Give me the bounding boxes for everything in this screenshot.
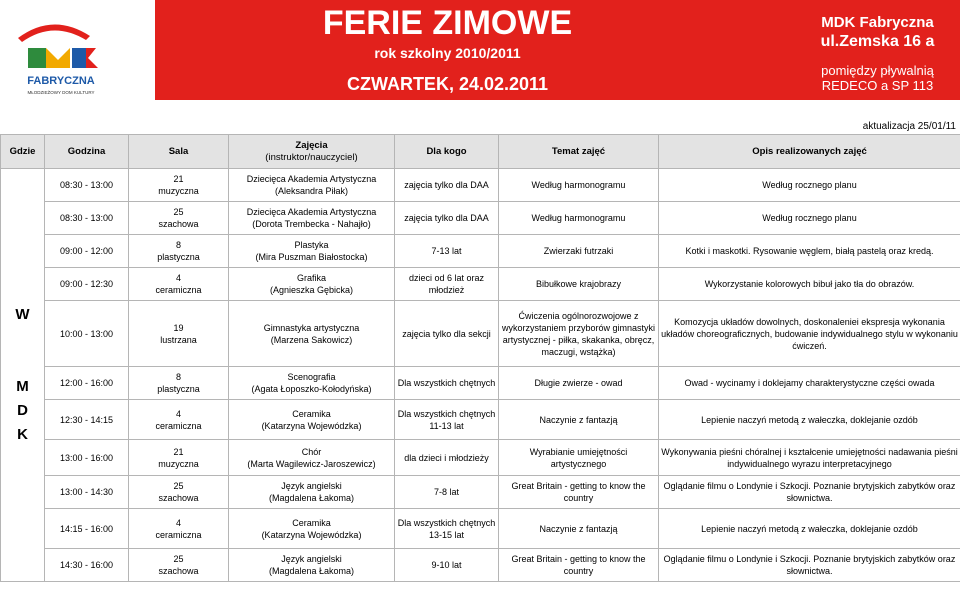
class-cell: Dziecięca Akademia Artystyczna (Dorota Trembecka - Nahajło)	[229, 202, 395, 235]
update-date: aktualizacja 25/01/11	[862, 121, 956, 132]
for-whom-cell: 7-8 lat	[395, 476, 499, 509]
col-class	[229, 135, 395, 169]
col-desc: Opis realizowanych zajęć	[659, 135, 960, 169]
class-cell: Grafika (Agnieszka Gębicka)	[229, 268, 395, 301]
for-whom-cell: Dla wszystkich chętnych 11-13 lat	[395, 400, 499, 440]
room-cell: 8 plastyczna	[129, 367, 229, 400]
room-cell: 25 szachowa	[129, 202, 229, 235]
desc-cell: Wykonywania pieśni chóralnej i kształcenie umiejętności nadawania pieśni indywidualnego wyrazu interpretacyjnego	[659, 440, 960, 476]
hour-cell: 13:00 - 14:30	[45, 476, 129, 509]
for-whom-cell: zajęcia tylko dla sekcji	[395, 301, 499, 367]
class-cell: Dziecięca Akademia Artystyczna (Aleksandra Piłak)	[229, 169, 395, 202]
topic-cell: Według harmonogramu	[499, 169, 659, 202]
desc-cell: Według rocznego planu	[659, 202, 960, 235]
col-for-whom: Dla kogo	[395, 135, 499, 169]
col-class-sub: (instruktor/nauczyciel)	[265, 151, 358, 163]
col-hour: Godzina	[45, 135, 129, 169]
class-cell: Chór (Marta Wagilewicz-Jaroszewicz)	[229, 440, 395, 476]
topic-cell: Zwierzaki futrzaki	[499, 235, 659, 268]
hour-cell: 12:00 - 16:00	[45, 367, 129, 400]
desc-cell: Owad - wycinamy i doklejamy charakterystyczne części owada	[659, 367, 960, 400]
room-cell: 4 ceramiczna	[129, 400, 229, 440]
room-cell: 25 szachowa	[129, 549, 229, 582]
room-cell: 19 lustrzana	[129, 301, 229, 367]
class-cell: Ceramika (Katarzyna Wojewódzka)	[229, 400, 395, 440]
mdk-logo	[8, 8, 123, 103]
for-whom-cell: dzieci od 6 lat oraz młodzież	[395, 268, 499, 301]
table-row	[1, 476, 960, 509]
table-row	[1, 549, 960, 582]
class-cell: Plastyka (Mira Puszman Białostocka)	[229, 235, 395, 268]
where-letter: K	[17, 426, 28, 443]
topic-cell: Bibułkowe krajobrazy	[499, 268, 659, 301]
table-row	[1, 400, 960, 440]
topic-cell: Naczynie z fantazją	[499, 509, 659, 549]
hour-cell: 10:00 - 13:00	[45, 301, 129, 367]
desc-cell: Lepienie naczyń metodą z wałeczka, doklejanie ozdób	[659, 509, 960, 549]
topic-cell: Great Britain - getting to know the country	[499, 549, 659, 582]
table-row	[1, 169, 960, 202]
col-class-label: Zajęcia	[295, 139, 328, 151]
desc-cell: Oglądanie filmu o Londynie i Szkocji. Poznanie brytyjskich zabytków oraz słownictwa.	[659, 476, 960, 509]
schedule-date: CZWARTEK, 24.02.2011	[346, 74, 549, 94]
hour-cell: 08:30 - 13:00	[45, 169, 129, 202]
col-where: Gdzie	[1, 135, 45, 169]
topic-cell: Great Britain - getting to know the country	[499, 476, 659, 509]
header-banner	[0, 0, 960, 112]
topic-cell: Naczynie z fantazją	[499, 400, 659, 440]
table-row	[1, 440, 960, 476]
logo-text: FABRYCZNA	[27, 75, 95, 87]
room-cell: 4 ceramiczna	[129, 268, 229, 301]
page-title: FERIE ZIMOWE	[322, 4, 573, 42]
where-cell	[1, 169, 45, 582]
for-whom-cell: zajęcia tylko dla DAA	[395, 202, 499, 235]
where-letter: D	[17, 402, 28, 419]
hour-cell: 08:30 - 13:00	[45, 202, 129, 235]
hour-cell: 09:00 - 12:30	[45, 268, 129, 301]
room-cell: 21 muzyczna	[129, 169, 229, 202]
desc-cell: Lepienie naczyń metodą z wałeczka, doklejanie ozdób	[659, 400, 960, 440]
hour-cell: 12:30 - 14:15	[45, 400, 129, 440]
hour-cell: 09:00 - 12:00	[45, 235, 129, 268]
desc-cell: Komozycja układów dowolnych, doskonaleniei ekspresja wykonania układów choreograficznych, budowanie indywidualnego stylu w wykonaniu ćwiczeń.	[659, 301, 960, 367]
topic-cell: Wyrabianie umiejętności artystycznego	[499, 440, 659, 476]
for-whom-cell: dla dzieci i młodzieży	[395, 440, 499, 476]
class-cell: Gimnastyka artystyczna (Marzena Sakowicz)	[229, 301, 395, 367]
where-letter: W	[15, 306, 30, 323]
venue-address: ul.Zemska 16 a	[820, 33, 935, 50]
for-whom-cell: 9-10 lat	[395, 549, 499, 582]
logo-subtext: MŁODZIEŻOWY DOM KULTURY	[27, 90, 95, 95]
venue-name: MDK Fabryczna	[821, 14, 934, 31]
room-cell: 21 muzyczna	[129, 440, 229, 476]
topic-cell: Długie zwierze - owad	[499, 367, 659, 400]
table-row	[1, 509, 960, 549]
venue-note: REDECO a SP 113	[821, 78, 934, 93]
table-row	[1, 367, 960, 400]
for-whom-cell: Dla wszystkich chętnych 13-15 lat	[395, 509, 499, 549]
schedule-table	[0, 134, 960, 582]
hour-cell: 14:30 - 16:00	[45, 549, 129, 582]
col-topic: Temat zajęć	[499, 135, 659, 169]
for-whom-cell: 7-13 lat	[395, 235, 499, 268]
table-row	[1, 268, 960, 301]
room-cell: 8 plastyczna	[129, 235, 229, 268]
topic-cell: Według harmonogramu	[499, 202, 659, 235]
for-whom-cell: zajęcia tylko dla DAA	[395, 169, 499, 202]
class-cell: Język angielski (Magdalena Łakoma)	[229, 549, 395, 582]
school-year: rok szkolny 2010/2011	[374, 45, 521, 61]
hour-cell: 14:15 - 16:00	[45, 509, 129, 549]
room-cell: 25 szachowa	[129, 476, 229, 509]
desc-cell: Według rocznego planu	[659, 169, 960, 202]
room-cell: 4 ceramiczna	[129, 509, 229, 549]
class-cell: Język angielski (Magdalena Łakoma)	[229, 476, 395, 509]
table-row	[1, 301, 960, 367]
hour-cell: 13:00 - 16:00	[45, 440, 129, 476]
table-row	[1, 235, 960, 268]
desc-cell: Kotki i maskotki. Rysowanie węglem, białą pastelą oraz kredą.	[659, 235, 960, 268]
desc-cell: Wykorzystanie kolorowych bibuł jako tła do obrazów.	[659, 268, 960, 301]
venue-note: pomiędzy pływalnią	[821, 63, 934, 78]
class-cell: Ceramika (Katarzyna Wojewódzka)	[229, 509, 395, 549]
venue-info	[795, 14, 960, 93]
class-cell: Scenografia (Agata Łoposzko-Kołodyńska)	[229, 367, 395, 400]
where-letter: M	[16, 378, 29, 395]
table-row	[1, 202, 960, 235]
table-header	[1, 135, 960, 169]
col-room: Sala	[129, 135, 229, 169]
for-whom-cell: Dla wszystkich chętnych	[395, 367, 499, 400]
desc-cell: Oglądanie filmu o Londynie i Szkocji. Poznanie brytyjskich zabytków oraz słownictwa.	[659, 549, 960, 582]
topic-cell: Ćwiczenia ogólnorozwojowe z wykorzystaniem przyborów gimnastyki artystycznej - piłka, skakanka, obręcz, maczugi, wstążka)	[499, 301, 659, 367]
